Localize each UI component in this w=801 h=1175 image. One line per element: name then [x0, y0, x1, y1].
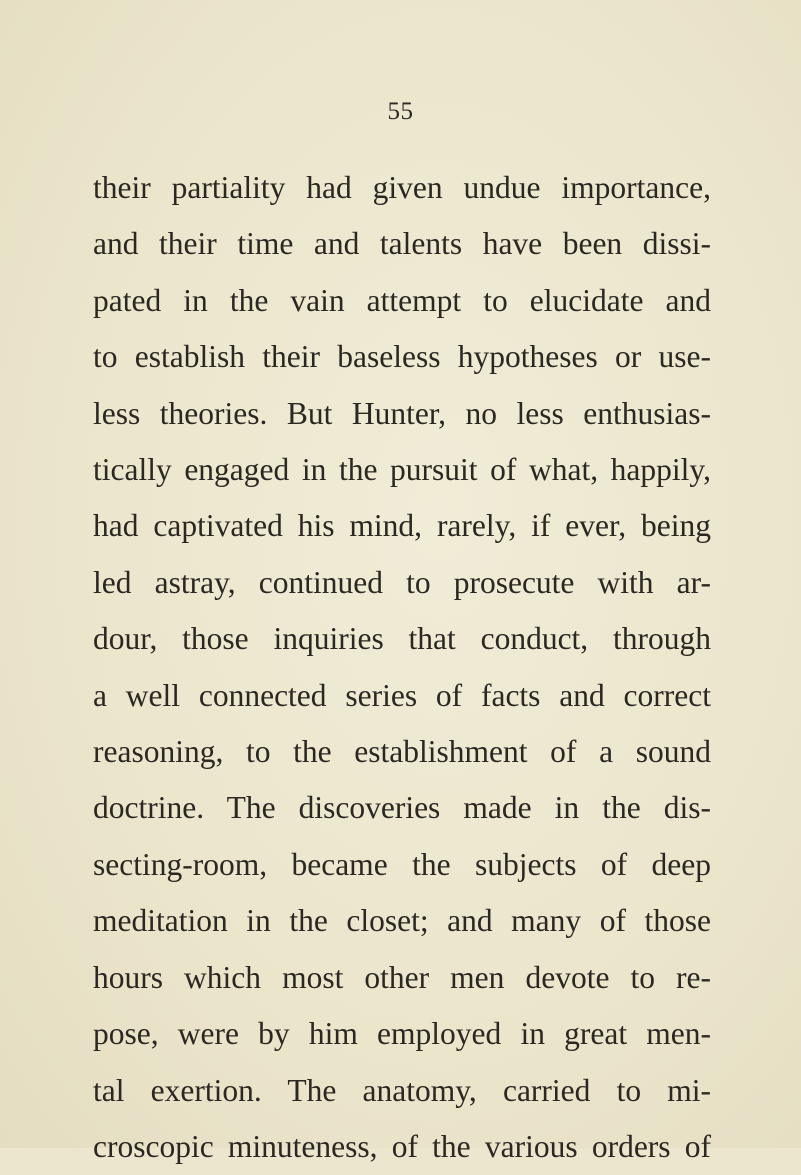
text-line: and their time and talents have been dissi- — [93, 226, 711, 262]
text-line: their partiality had given undue importance, — [93, 170, 711, 205]
text-line: secting-room, became the subjects of deep — [93, 846, 711, 882]
text-line: had captivated his mind, rarely, if ever, being — [93, 508, 711, 544]
text-line: a well connected series of facts and correct — [93, 677, 711, 713]
text-line: reasoning, to the establishment of a sound — [93, 734, 711, 770]
text-line: tal exertion. The anatomy, carried to mi- — [93, 1072, 711, 1108]
text-line: to establish their baseless hypotheses or use- — [93, 339, 711, 375]
text-line: less theories. But Hunter, no less enthusias- — [93, 395, 711, 431]
text-line: meditation in the closet; and many of those — [93, 903, 711, 939]
text-line: pated in the vain attempt to elucidate and — [93, 282, 711, 318]
text-line: tically engaged in the pursuit of what, happily, — [93, 452, 711, 488]
text-line: hours which most other men devote to re- — [93, 959, 711, 995]
text-line: croscopic minuteness, of the various orders of — [93, 1128, 711, 1164]
text-line: pose, were by him employed in great men- — [93, 1016, 711, 1052]
text-line: doctrine. The discoveries made in the dis- — [93, 790, 711, 826]
text-line: dour, those inquiries that conduct, through — [93, 621, 711, 657]
text-line: led astray, continued to prosecute with ar- — [93, 564, 711, 600]
page-number: 55 — [387, 98, 414, 125]
body-text — [93, 160, 711, 1175]
